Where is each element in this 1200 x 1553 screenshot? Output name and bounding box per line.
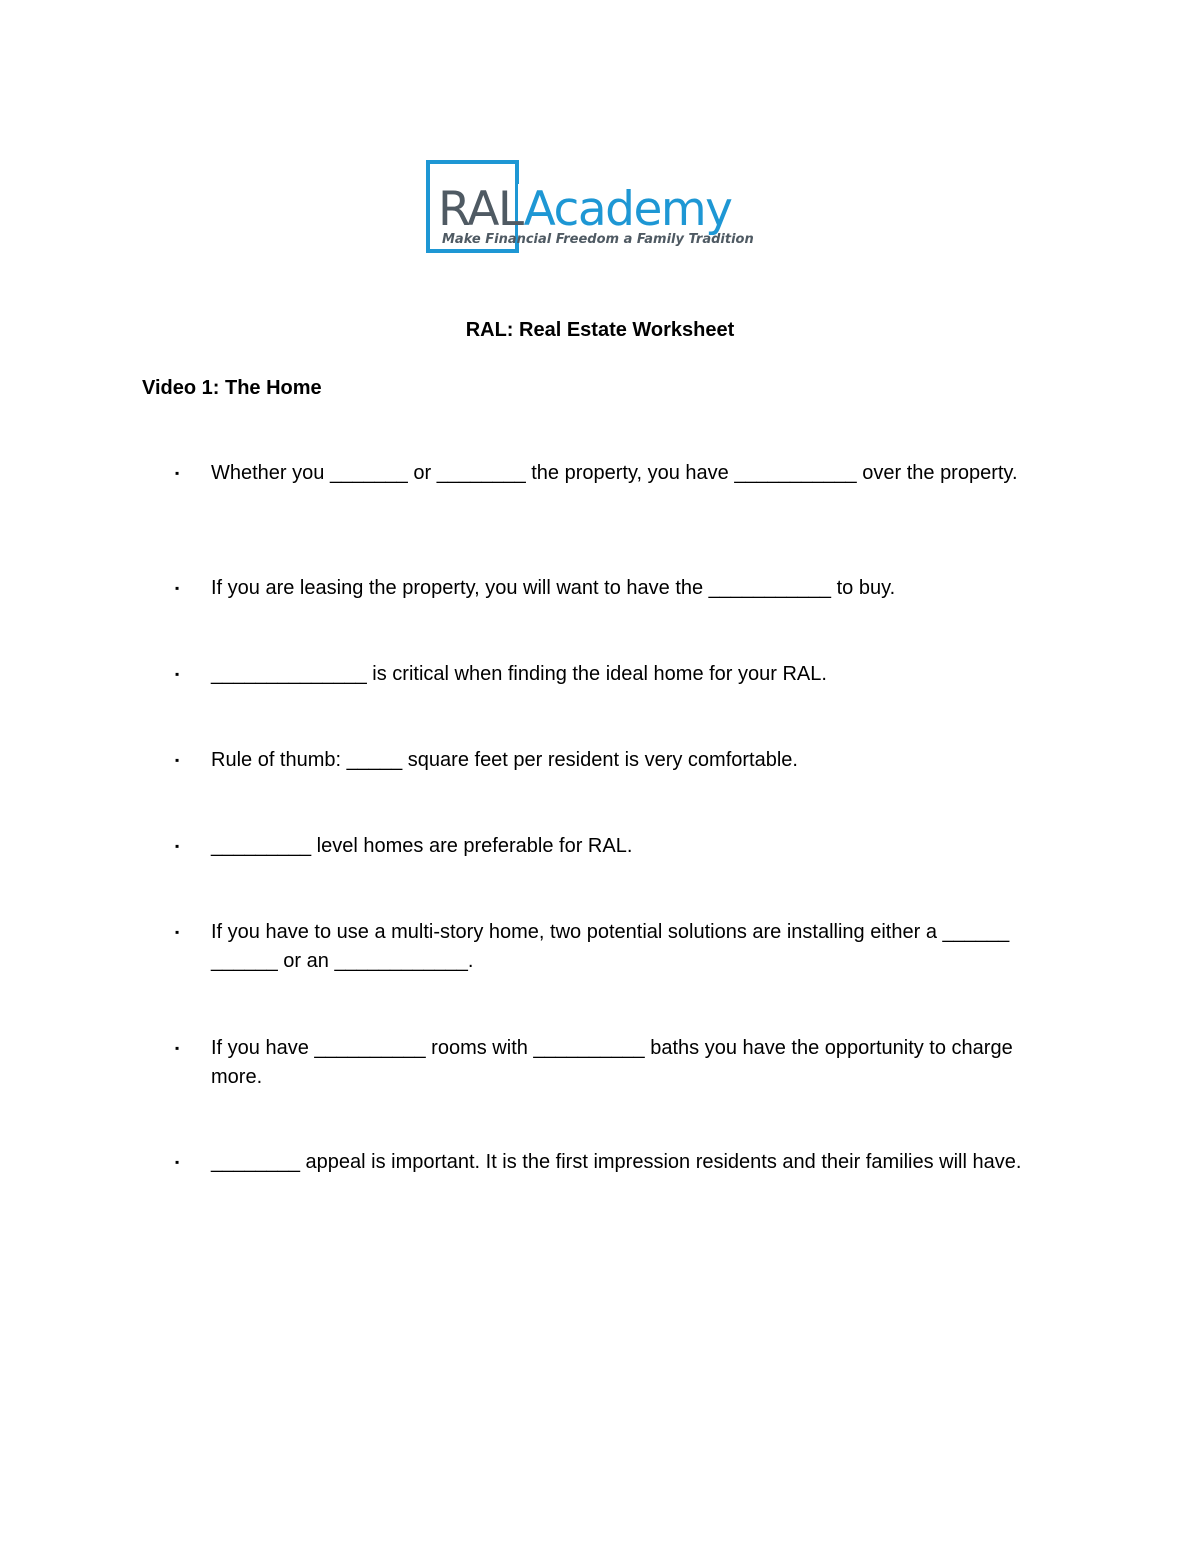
logo-wordmark [438, 180, 732, 240]
logo-tagline: Make Financial Freedom a Family Tradition [442, 232, 754, 247]
bullet-icon: ▪ [175, 466, 180, 480]
worksheet-item-6: If you have to use a multi-story home, two potential solutions are installing either a ______ ______ or an ____________. [211, 921, 1015, 972]
worksheet-item-7: If you have __________ rooms with __________ baths you have the opportunity to charge more. [211, 1037, 1019, 1088]
logo-ral-text: RAL [438, 182, 524, 237]
worksheet-item-3: ______________ is critical when finding the ideal home for your RAL. [211, 663, 827, 685]
worksheet-item-4: Rule of thumb: _____ square feet per resident is very comfortable. [211, 749, 798, 771]
ral-academy-logo [426, 160, 771, 260]
bullet-icon: ▪ [175, 925, 180, 939]
worksheet-item-8: ________ appeal is important. It is the first impression residents and their families will have. [211, 1151, 1022, 1173]
bullet-icon: ▪ [175, 1155, 180, 1169]
bullet-icon: ▪ [175, 839, 180, 853]
worksheet-item-1: Whether you _______ or ________ the property, you have ___________ over the property. [211, 462, 1018, 484]
document-title: RAL: Real Estate Worksheet [465, 319, 735, 341]
bullet-icon: ▪ [175, 1041, 180, 1055]
bullet-icon: ▪ [175, 667, 180, 681]
section-heading: Video 1: The Home [142, 377, 322, 399]
worksheet-item-5: _________ level homes are preferable for RAL. [211, 835, 633, 857]
worksheet-item-2: If you are leasing the property, you will want to have the ___________ to buy. [211, 577, 896, 599]
bullet-icon: ▪ [175, 753, 180, 767]
bullet-icon: ▪ [175, 581, 180, 595]
logo-academy-text: Academy [523, 182, 732, 237]
